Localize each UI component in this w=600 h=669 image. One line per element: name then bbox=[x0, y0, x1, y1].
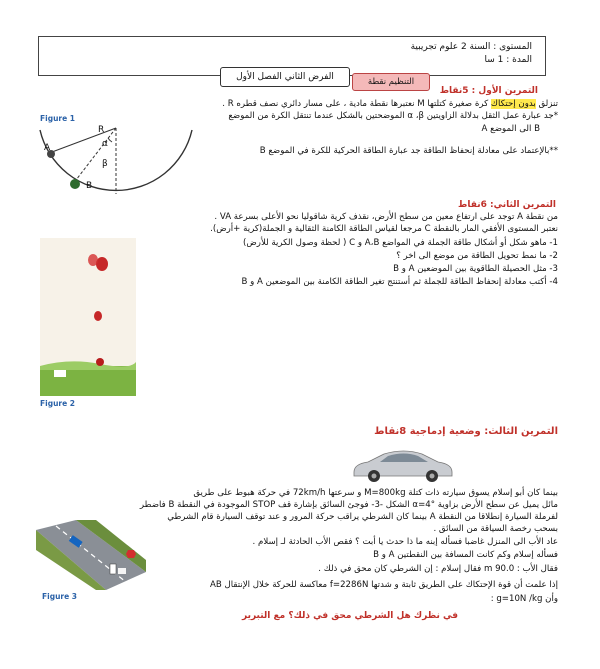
exercise3-line-3: لفرملة السيارة إنطلاقا من النقطة A بينما كان الشرطي يراقب حركة المرور و عند توقف السيارة قام الشرطي bbox=[167, 512, 558, 522]
label-a: A bbox=[44, 143, 51, 153]
stop-sign-icon bbox=[126, 550, 136, 558]
exercise3-line-9: وأن g=10N /kg : bbox=[490, 594, 558, 604]
figure1-label: Figure 1 bbox=[40, 114, 76, 123]
exercise2-line2: نعتبر المستوى الأفقي المار بالنقطة C مرجعا لقياس الطاقة الكامنة الثقالية و الجملة(كرية +أرض). bbox=[210, 224, 558, 234]
exercise1-intro: تنزلق بدون إحتكاك كرة صغيرة كتلتها M نعتبرها نقطة مادية ، على مسار دائري نصف قطره R . bbox=[222, 99, 558, 109]
exam-title: الفرض الثاني الفصل الأول bbox=[220, 67, 350, 87]
exercise3-question: في نظرك هل الشرطي محق في ذلك؟ مع التبرير bbox=[241, 611, 458, 621]
exercise1-q1: *جد عبارة عمل الثقل بدلالة الزاويتين α ،β الموضحتين بالشكل عندما تنتقل الكرة من الموضع bbox=[228, 111, 558, 121]
exercise2-line1: من نقطة A توجد على ارتفاع معين من سطح الأرض، نقذف كرية شاقوليا نحو الأعلى بسرعة VA . bbox=[214, 212, 558, 222]
figure1-diagram bbox=[36, 122, 196, 202]
ball-b bbox=[70, 179, 80, 189]
label-r: R bbox=[98, 125, 105, 135]
exercise3-line-4: بسحب رخصة السياقة من السائق . bbox=[433, 524, 558, 534]
exercise1-q1b: A الى الموضع B bbox=[481, 124, 540, 134]
exercise3-line-8: إذا علمت أن قوة الإحتكاك على الطريق ثابتة و شدتها f=2286N معاكسة للحركة خلال الإنتقال AB bbox=[210, 580, 558, 590]
figure2-diagram bbox=[40, 238, 136, 396]
figure2-label: Figure 2 bbox=[40, 399, 76, 408]
label-b: B bbox=[86, 181, 93, 191]
label-alpha: α bbox=[102, 139, 108, 149]
ball-ground bbox=[96, 358, 104, 366]
grading-badge: التنظيم نقطة bbox=[352, 73, 430, 91]
exercise1-q2: **بالإعتماد على معادلة إنحفاظ الطاقة جد عبارة الطاقة الحركية للكرة في الموضع B bbox=[259, 146, 558, 156]
ball-middle bbox=[94, 311, 102, 321]
duration-text: المدة : 1 سا bbox=[484, 55, 532, 65]
exercise2-item-1: 1- ماهو شكل أو أشكال طاقة الجملة في المواضع A،B و C ( لحظة وصول الكرية للأرض) bbox=[243, 238, 558, 248]
car-image bbox=[348, 446, 458, 484]
level-text: المستوى : السنة 2 علوم تجريبية bbox=[410, 42, 532, 52]
exercise3-line-2: مائل يميل عن سطح الأرض بزاوية α=4° الشكل -3- فوجئ السائق بإشارة قف STOP الموجودة في النقطة B فاضطر bbox=[139, 500, 558, 510]
exercise2-title: التمرين الثاني: 6نقاط bbox=[458, 200, 556, 210]
exercise3-title: التمرين الثالث: وضعية إدماجية 8نقاط bbox=[374, 426, 558, 437]
figure3-diagram bbox=[36, 520, 146, 590]
exercise2-item-3: 3- مثل الحصيلة الطاقوية بين الموضعين A و B bbox=[393, 264, 558, 274]
exercise3-line-5: عاد الأب الى المنزل غاضبا فسأله إبنه ما ذا حدث يا أبت ؟ فقص الأب الحادثة لـ إسلام . bbox=[252, 537, 558, 547]
exercise3-line-6: فسأله إسلام وكم كانت المسافة بين النقطتين A و B bbox=[373, 550, 558, 560]
exercise1-title: التمرين الأول : 5نقاط bbox=[439, 86, 538, 96]
exercise3-line-1: بينما كان أبو إسلام يسوق سيارته ذات كتلة M=800kg و سرعتها 72km/h في حركة هبوط على طريق bbox=[193, 488, 558, 498]
label-beta: β bbox=[102, 159, 108, 169]
exercise2-item-2: 2- ما نمط تحويل الطاقة من موضع الى اخر ؟ bbox=[396, 251, 558, 261]
exercise2-item-4: 4- أكتب معادلة إنحفاظ الطاقة للجملة ثم أستنتج تغير الطاقة الكامنة بين الموضعين A و B bbox=[241, 277, 558, 287]
exercise3-line-7: فقال الأب : 90.0 m فقال إسلام : إن الشرطي كان محق في ذلك . bbox=[318, 564, 558, 574]
figure3-label: Figure 3 bbox=[42, 592, 78, 601]
